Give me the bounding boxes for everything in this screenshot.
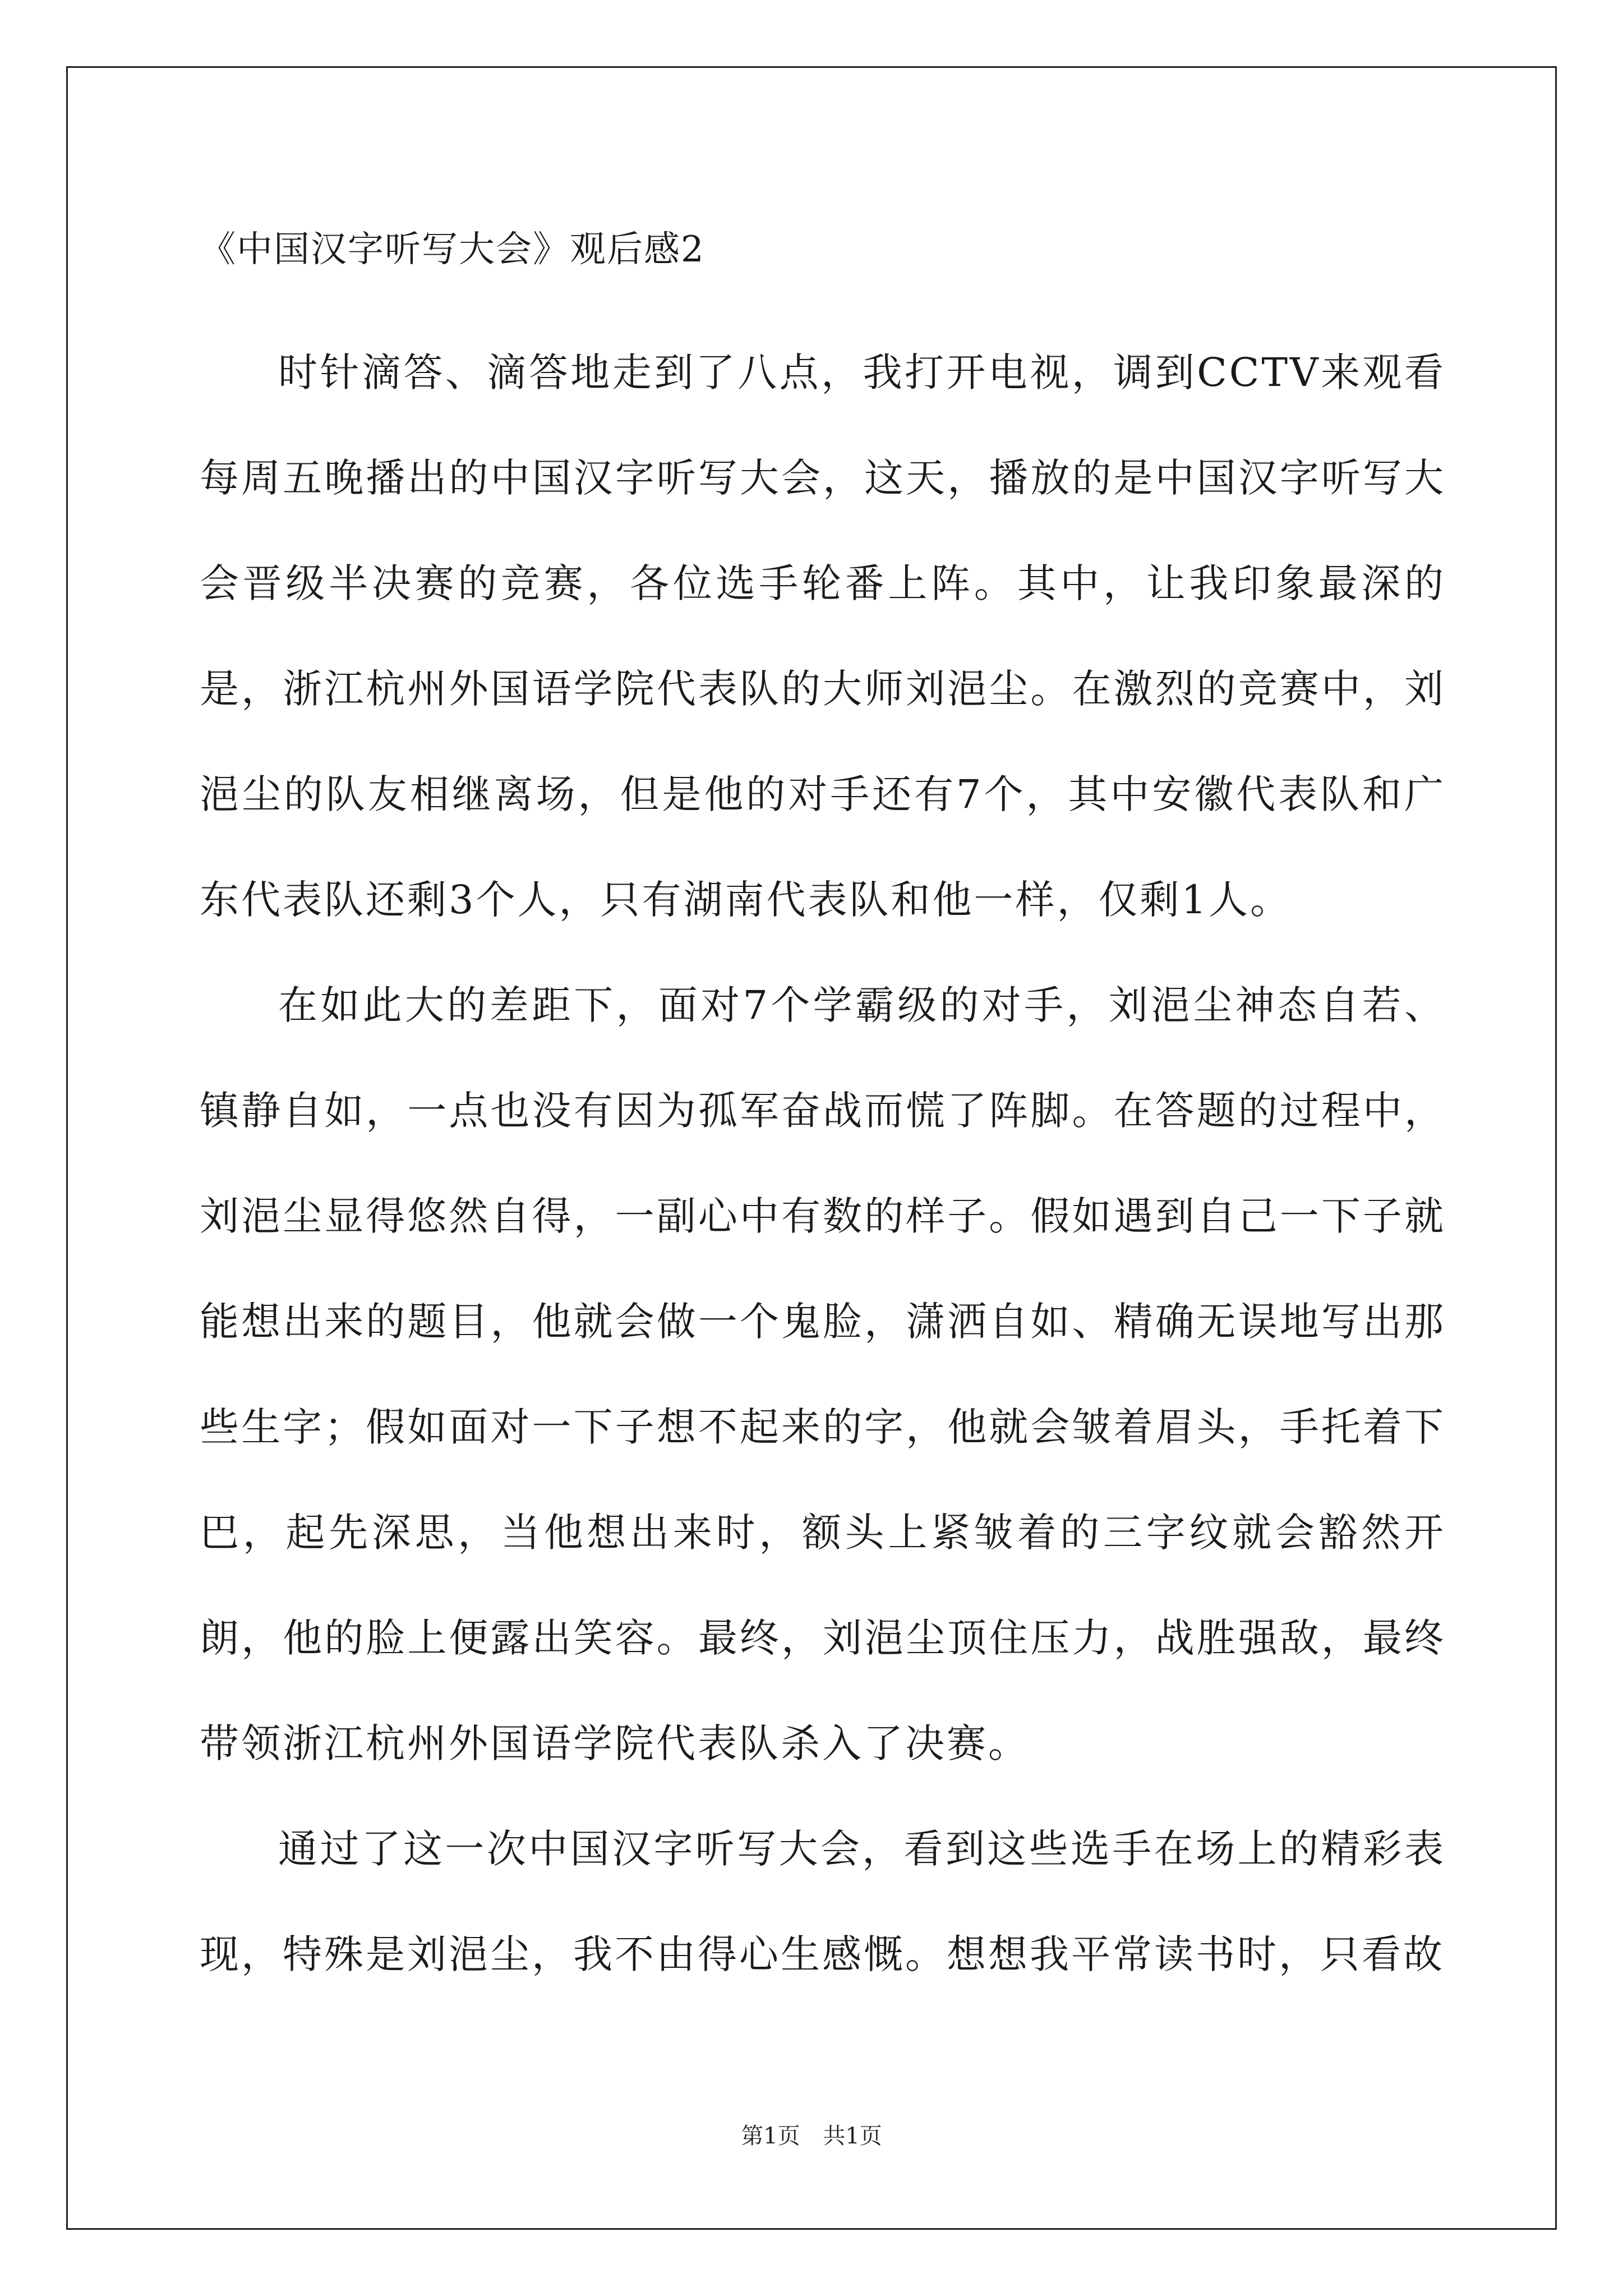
page-total: 共1页 [823, 2123, 882, 2149]
document-title: 《中国汉字听写大会》观后感2 [200, 229, 705, 270]
document-body [200, 219, 1446, 2007]
paragraph-1: 时针滴答、滴答地走到了八点，我打开电视，调到CCTV来观看每周五晚播出的中国汉字听写大会，这天，播放的是中国汉字听写大会晋级半决赛的竞赛，各位选手轮番上阵。其中，让我印象最深的是，浙江杭州外国语学院代表队的大师刘浥尘。在激烈的竞赛中，刘浥尘的队友相继离场，但是他的对手还有7个，其中安徽代表队和广东代表队还剩3个人，只有湖南代表队和他一样，仅剩1人。 [200, 349, 1446, 923]
paragraph-2: 在如此大的差距下，面对7个学霸级的对手，刘浥尘神态自若、镇静自如，一点也没有因为孤军奋战而慌了阵脚。在答题的过程中，刘浥尘显得悠然自得，一副心中有数的样子。假如遇到自己一下子就能想出来的题目，他就会做一个鬼脸，潇洒自如、精确无误地写出那些生字；假如面对一下子想不起来的字，他就会皱着眉头，手托着下巴，起先深思，当他想出来时，额头上紧皱着的三字纹就会豁然开朗，他的脸上便露出笑容。最终，刘浥尘顶住压力，战胜强敌，最终带领浙江杭州外国语学院代表队杀入了决赛。 [200, 982, 1446, 1766]
paragraph-3: 通过了这一次中国汉字听写大会，看到这些选手在场上的精彩表现，特殊是刘浥尘，我不由得心生感慨。想想我平常读书时，只看故 [200, 1826, 1446, 1977]
page-footer [0, 2120, 1623, 2152]
page-number: 第1页 [741, 2123, 800, 2149]
